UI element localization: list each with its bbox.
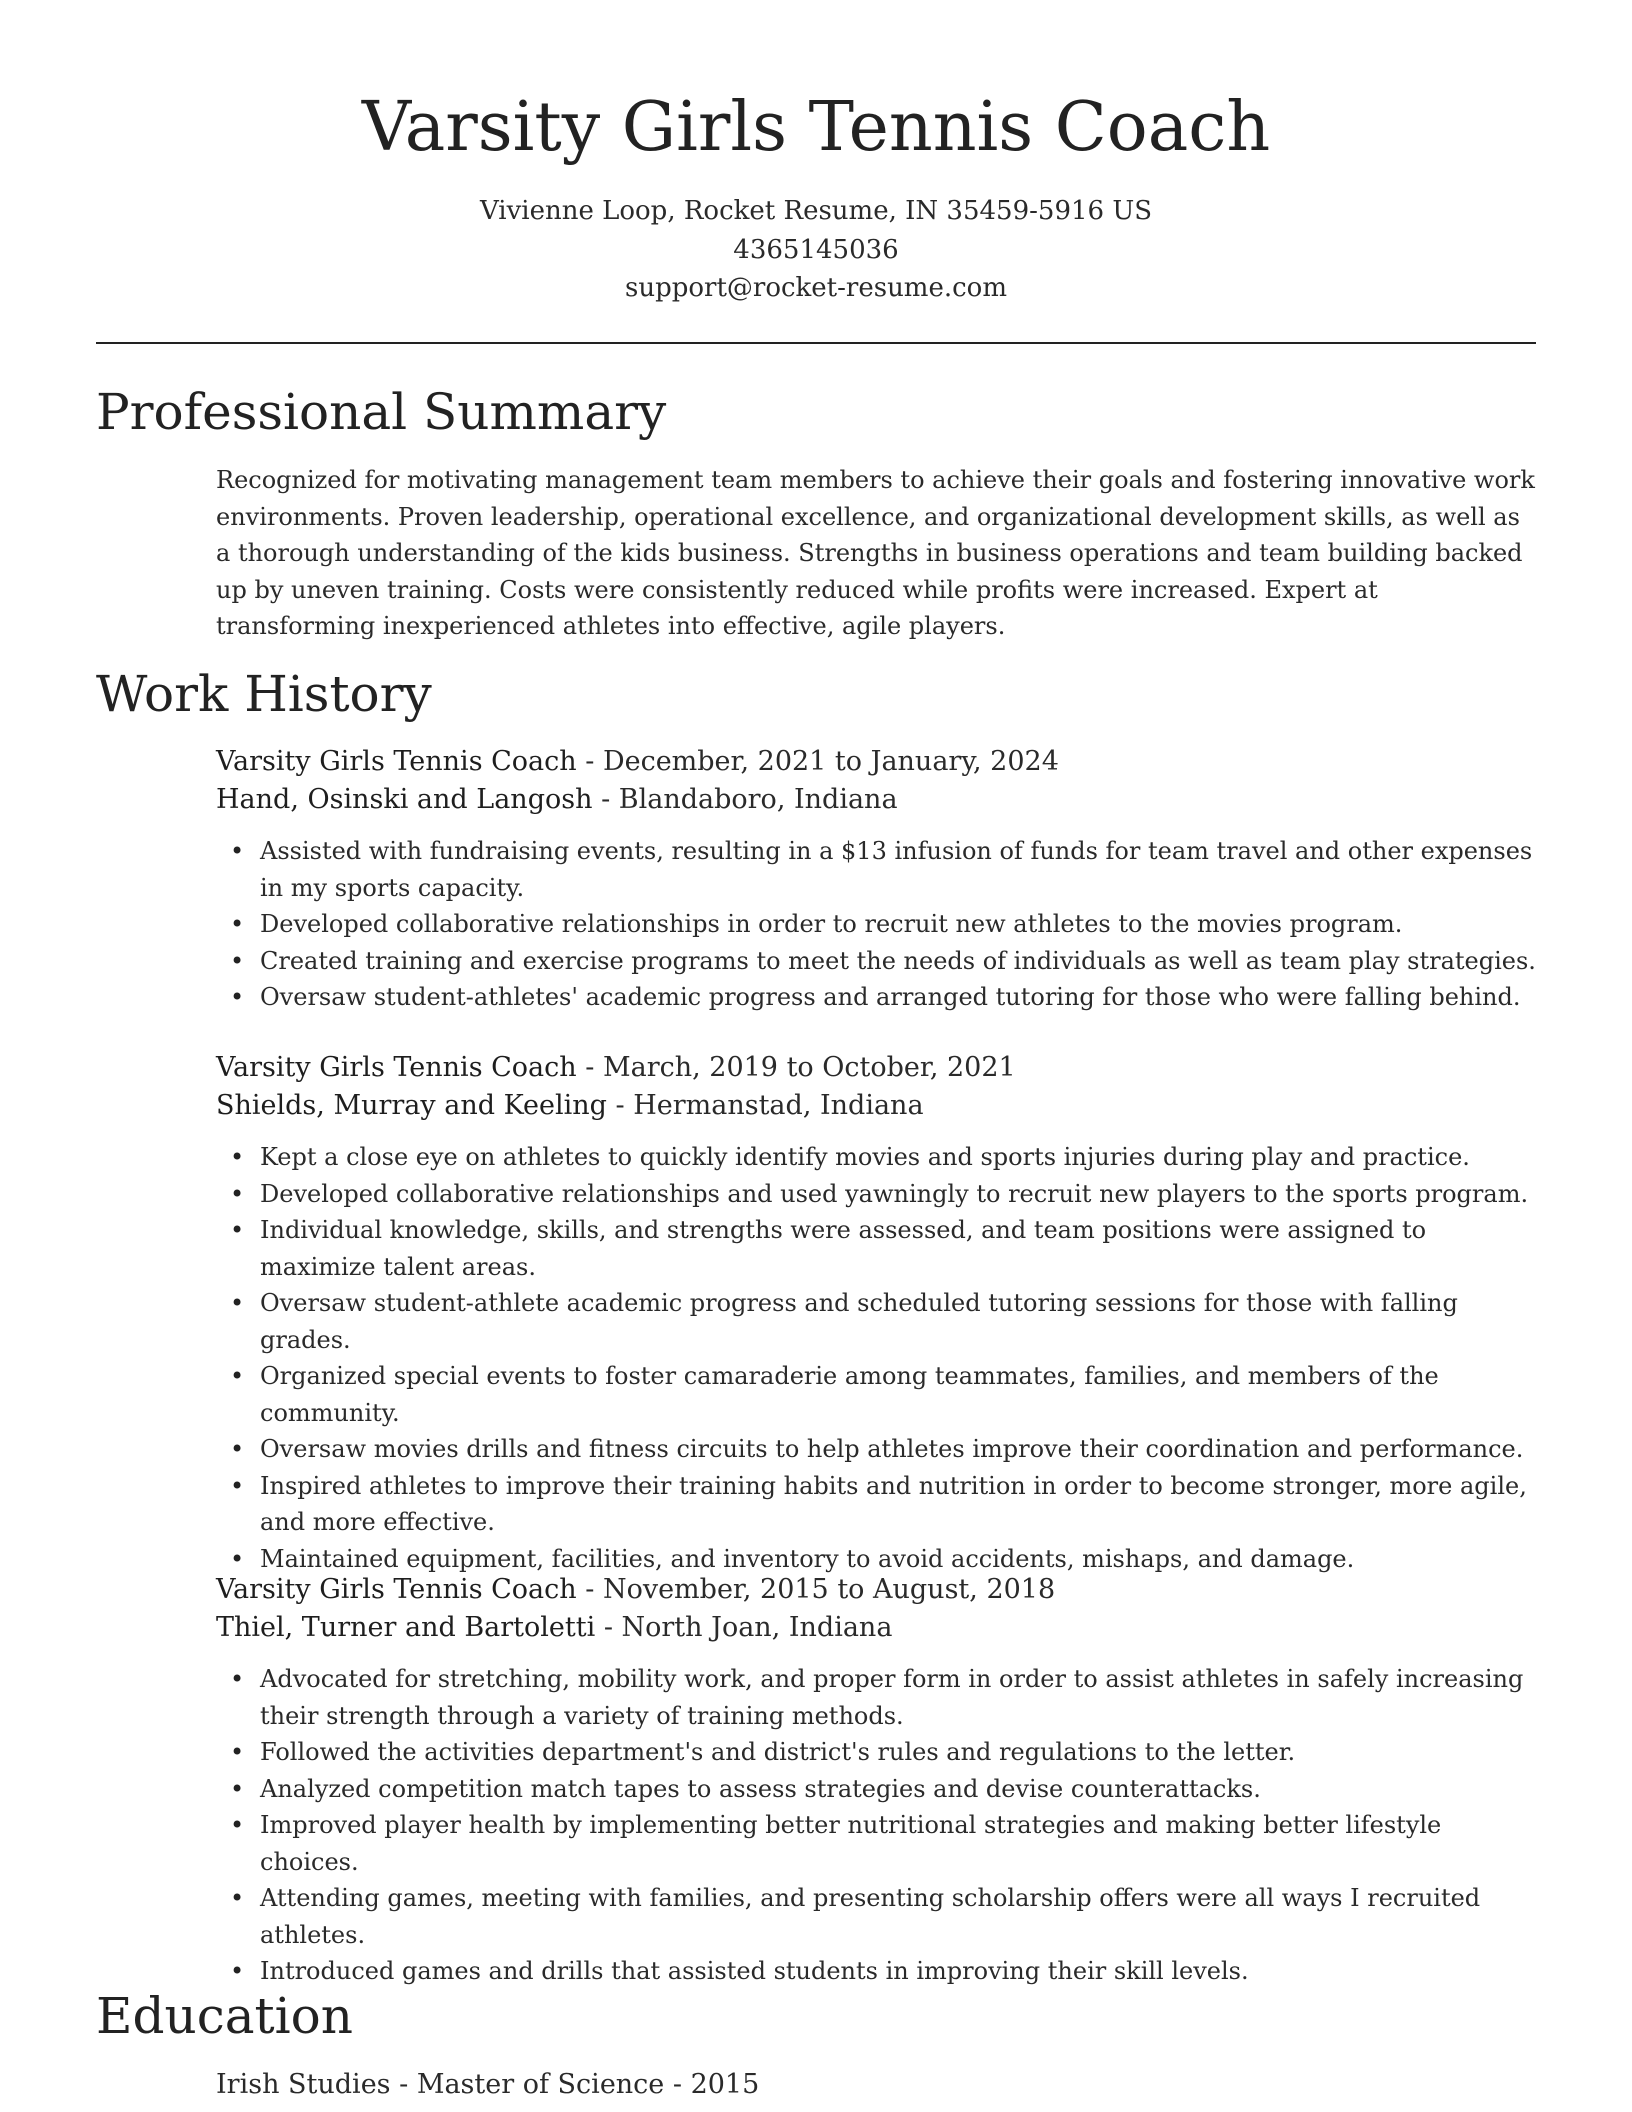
section-title-summary: Professional Summary — [96, 383, 667, 441]
list-item: • Oversaw student-athletes' academic progress and arranged tutoring for those who were falling behind. — [216, 979, 1536, 1016]
list-item: • Organized special events to foster camaraderie among teammates, families, and members of the community. — [216, 1358, 1536, 1431]
list-item: • Followed the activities department's and district's rules and regulations to the letter. — [216, 1734, 1536, 1771]
contact-email: support@rocket-resume.com — [624, 273, 1007, 303]
job-title-line — [216, 1049, 1536, 1087]
job-entry — [216, 1049, 1536, 1577]
education-entry: Irish Studies - Master of Science - 2015 — [216, 2069, 760, 2100]
list-item: • Attending games, meeting with families, and presenting scholarship offers were all ways I recruited athletes. — [216, 1880, 1536, 1953]
job-title-line — [216, 743, 1536, 781]
list-item: • Created training and exercise programs to meet the needs of individuals as well as team play strategies. — [216, 943, 1536, 980]
header-divider — [96, 342, 1536, 344]
job-role: Varsity Girls Tennis Coach — [216, 746, 577, 777]
job-entry — [216, 1571, 1536, 1990]
job-location: - Hermanstad, Indiana — [606, 1090, 924, 1121]
section-title-work-history: Work History — [96, 665, 432, 723]
list-item: • Developed collaborative relationships and used yawningly to recruit new players to the sports program. — [216, 1176, 1536, 1213]
list-item: • Kept a close eye on athletes to quickly identify movies and sports injuries during play and practice. — [216, 1139, 1536, 1176]
job-title-line — [216, 1571, 1536, 1609]
list-item: • Advocated for stretching, mobility work, and proper form in order to assist athletes in safely increasing their strength through a variety of training methods. — [216, 1661, 1536, 1734]
list-item: • Improved player health by implementing better nutritional strategies and making better lifestyle choices. — [216, 1807, 1536, 1880]
section-title-education: Education — [96, 1987, 353, 2045]
job-dates: - November, 2015 to August, 2018 — [576, 1574, 1056, 1605]
list-item: • Oversaw movies drills and fitness circuits to help athletes improve their coordination and performance. — [216, 1431, 1536, 1468]
job-location: - North Joan, Indiana — [595, 1612, 893, 1643]
job-location: - Blandaboro, Indiana — [592, 784, 898, 815]
list-item: • Introduced games and drills that assisted students in improving their skill levels. — [216, 1953, 1536, 1990]
list-item: • Assisted with fundraising events, resulting in a $13 infusion of funds for team travel and other expenses in my sports capacity. — [216, 833, 1536, 906]
candidate-name: Varsity Girls Tennis Coach — [361, 88, 1271, 167]
job-dates: - March, 2019 to October, 2021 — [576, 1052, 1016, 1083]
job-entry — [216, 743, 1536, 1016]
job-role: Varsity Girls Tennis Coach — [216, 1052, 577, 1083]
list-item: • Developed collaborative relationships in order to recruit new athletes to the movies program. — [216, 906, 1536, 943]
job-company-line — [216, 1609, 1536, 1647]
list-item: • Inspired athletes to improve their training habits and nutrition in order to become stronger, more agile, and more effective. — [216, 1468, 1536, 1541]
job-company-line — [216, 1087, 1536, 1125]
job-dates: - December, 2021 to January, 2024 — [576, 746, 1059, 777]
job-company-line — [216, 781, 1536, 819]
job-role: Varsity Girls Tennis Coach — [216, 1574, 577, 1605]
job-company: Thiel, Turner and Bartoletti — [216, 1612, 596, 1643]
contact-address: Vivienne Loop, Rocket Resume, IN 35459-5916 US — [479, 196, 1153, 226]
contact-phone: 4365145036 — [733, 235, 899, 265]
job-company: Shields, Murray and Keeling — [216, 1090, 607, 1121]
job-company: Hand, Osinski and Langosh — [216, 784, 593, 815]
list-item: • Analyzed competition match tapes to assess strategies and devise counterattacks. — [216, 1771, 1536, 1808]
job-bullets — [216, 1661, 1536, 1990]
list-item: • Maintained equipment, facilities, and inventory to avoid accidents, mishaps, and damage. — [216, 1541, 1536, 1578]
list-item: • Oversaw student-athlete academic progress and scheduled tutoring sessions for those with falling grades. — [216, 1285, 1536, 1358]
job-bullets — [216, 1139, 1536, 1577]
list-item: • Individual knowledge, skills, and strengths were assessed, and team positions were assigned to maximize talent areas. — [216, 1212, 1536, 1285]
job-bullets — [216, 833, 1536, 1016]
summary-text: Recognized for motivating management team members to achieve their goals and fostering innovative work environments. Proven leadership, operational excellence, and organizational development skills, as well as a thorough understanding of the kids business. Strengths in business operations and team building backed up by uneven training. Costs were consistently reduced while profits were increased. Expert at transforming inexperienced athletes into effective, agile players. — [216, 466, 1535, 640]
